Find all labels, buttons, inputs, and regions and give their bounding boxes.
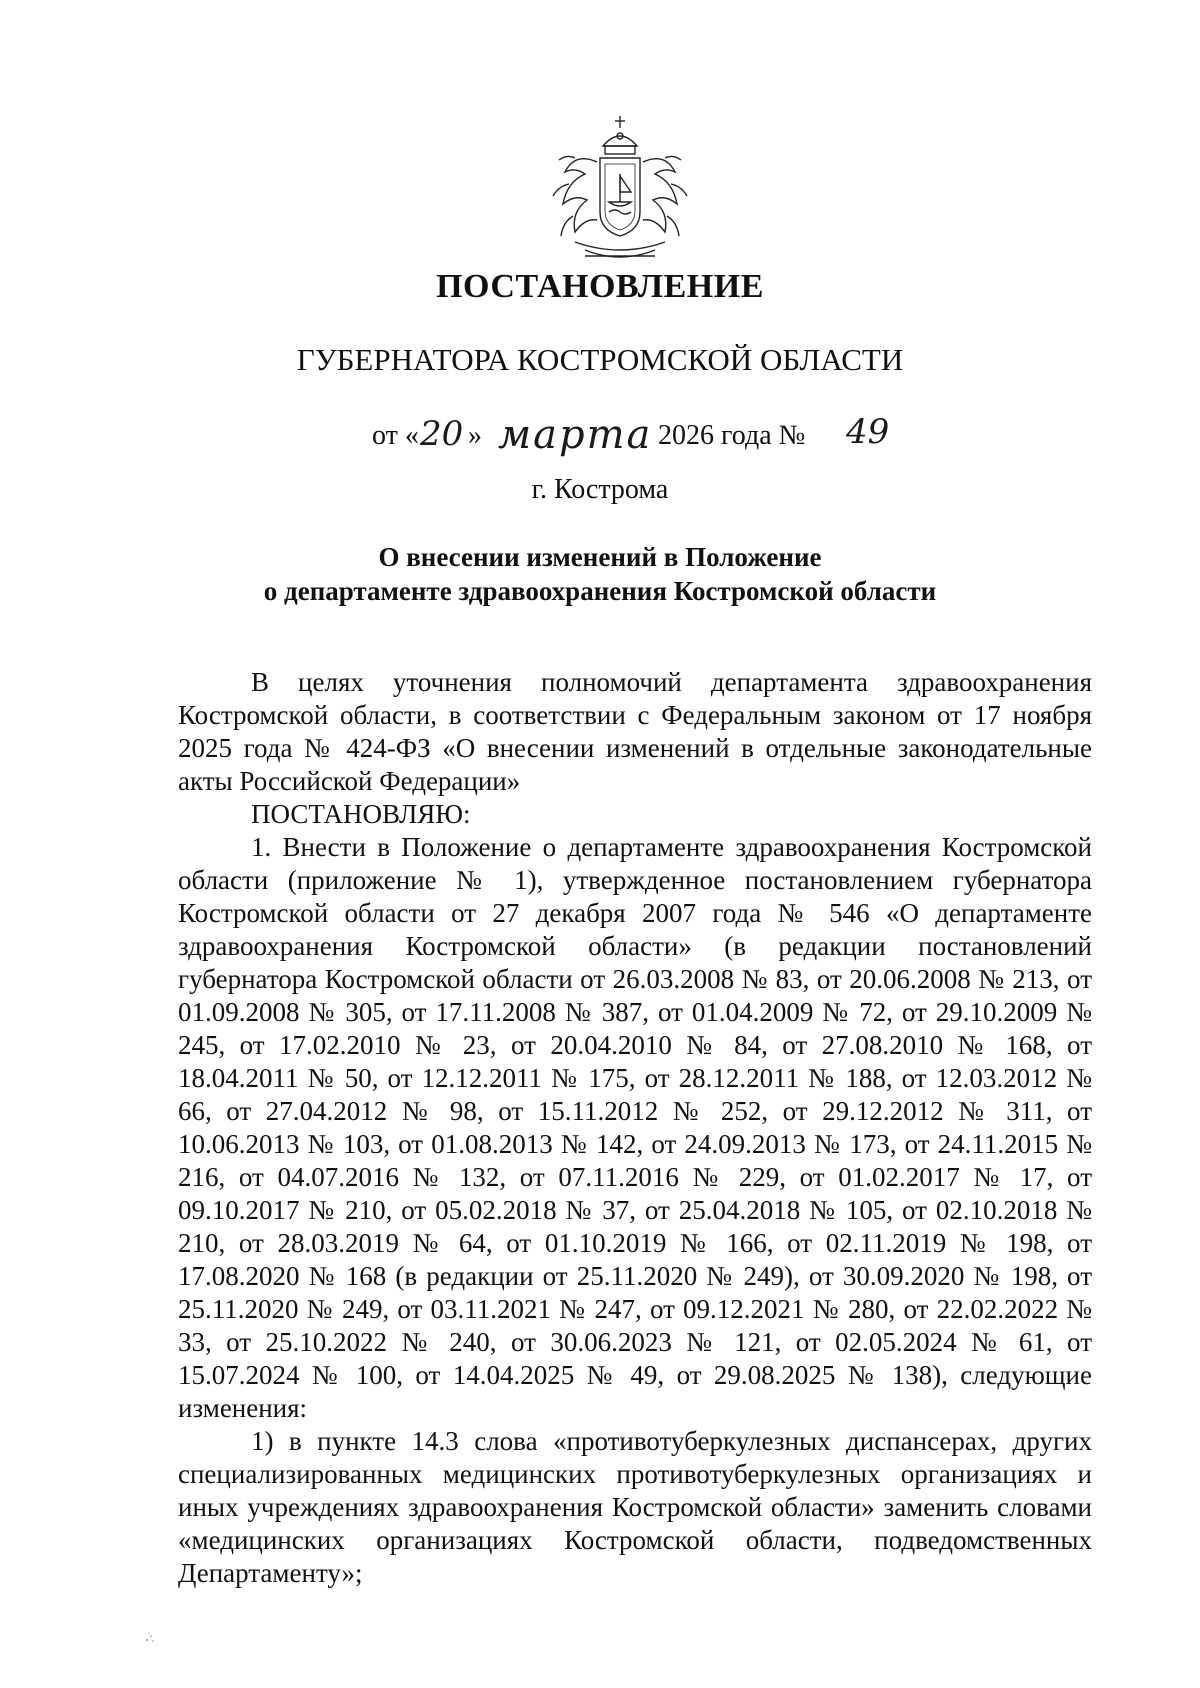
coat-of-arms-emblem <box>545 112 695 272</box>
handwritten-month: марта <box>498 412 653 458</box>
handwritten-day: 20 <box>420 414 464 454</box>
issuer-title: ГУБЕРНАТОРА КОСТРОМСКОЙ ОБЛАСТИ <box>296 342 904 377</box>
date-quote-close: » <box>468 420 482 451</box>
date-number-line <box>372 412 892 462</box>
document-type-title: ПОСТАНОВЛЕНИЕ <box>436 268 764 305</box>
subitem-1-paragraph: 1) в пункте 14.3 слова «противотуберкулезных диспансерах, других специализированных медицинских противотуберкулезных организациях и иных учреждениях здравоохранения Костромской области» заменить словами «медицинских организациях Костромской области, подведомственных Департаменту»; <box>178 1426 1092 1588</box>
item-1-paragraph: 1. Внести в Положение о департаменте здравоохранения Костромской области (приложение № 1), утвержденное постановлением губернатора Костромской области от 27 декабря 2007 года № 546 «О департаменте здравоохранения Костромской области» (в редакции постановлений губернатора Костромской области от 26.03.2008 № 83, от 20.06.2008 № 213, от 01.09.2008 № 305, от 17.11.2008 № 387, от 01.04.2009 № 72, от 29.10.2009 № 245, от 17.02.2010 № 23, от 20.04.2010 № 84, от 27.08.2010 № 168, от 18.04.2011 № 50, от 12.12.2011 № 175, от 28.12.2011 № 188, от 12.03.2012 № 66, от 27.04.2012 № 98, от 15.11.2012 № 252, от 29.12.2012 № 311, от 10.06.2013 № 103, от 01.08.2013 № 142, от 24.09.2013 № 173, от 24.11.2015 № 216, от 04.07.2016 № 132, от 07.11.2016 № 229, от 01.02.2017 № 17, от 09.10.2017 № 210, от 05.02.2018 № 37, от 25.04.2018 № 105, от 02.10.2018 № 210, от 28.03.2019 № 64, от 01.10.2019 № 166, от 02.11.2019 № 198, от 17.08.2020 № 168 (в редакции от 25.11.2020 № 249), от 30.09.2020 № 198, от 25.11.2020 № 249, от 03.11.2021 № 247, от 09.12.2021 № 280, от 22.02.2022 № 33, от 25.10.2022 № 240, от 30.06.2023 № 121, от 02.05.2024 № 61, от 15.07.2024 № 100, от 14.04.2025 № 49, от 29.08.2025 № 138), следующие изменения: <box>178 832 1092 1423</box>
date-year-number-label: 2026 года № <box>658 420 806 451</box>
decree-word: ПОСТАНОВЛЯЮ: <box>251 799 471 829</box>
handwritten-number: 49 <box>846 412 890 452</box>
document-heading <box>0 540 1200 608</box>
city-line: г. Кострома <box>531 474 669 505</box>
date-prefix: от « <box>372 420 419 451</box>
heading-line-1: О внесении изменений в Положение <box>378 542 822 572</box>
scan-speck <box>143 1630 157 1644</box>
preamble-paragraph: В целях уточнения полномочий департамента здравоохранения Костромской области, в соответствии с Федеральным законом от 17 ноября 2025 года № 424-ФЗ «О внесении изменений в отдельные законодательные акты Российской Федерации» <box>178 667 1092 796</box>
document-body <box>178 666 1092 1590</box>
heading-line-2: о департаменте здравоохранения Костромской области <box>263 576 937 606</box>
